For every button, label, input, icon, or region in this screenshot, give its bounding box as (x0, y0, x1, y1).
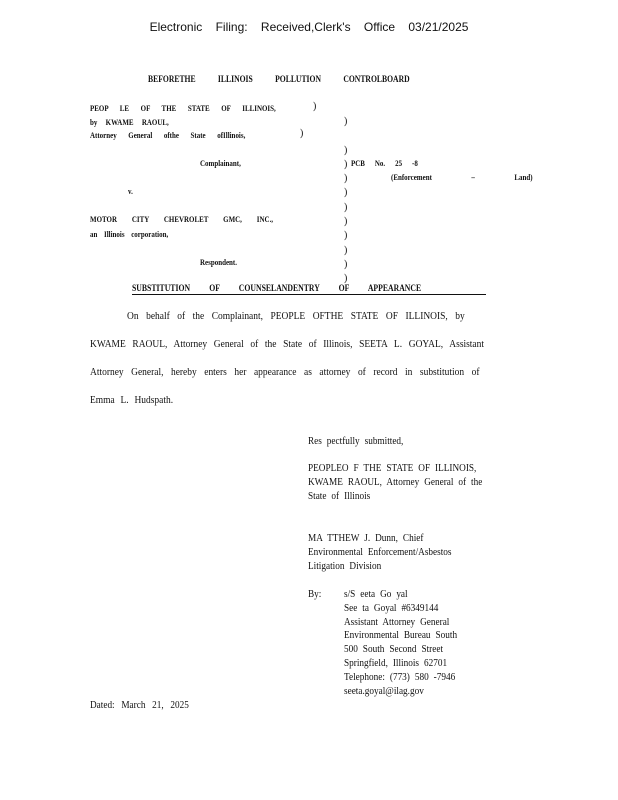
party-line: KWAME RAOUL, Attorney General of the (308, 477, 483, 488)
body-line-4: Emma L. Hudspath. (90, 394, 174, 406)
complainant-role: Complainant, (200, 158, 241, 168)
dated-line: Dated: March 21, 2025 (90, 700, 189, 711)
body-line-3: Attorney General, hereby enters her appearance as attorney of record in substitution of (90, 366, 480, 378)
attorney-title: Assistant Attorney General (344, 616, 450, 628)
party-line: State of Illinois (308, 491, 371, 502)
chief-line: Environmental Enforcement/Asbestos (308, 547, 452, 558)
document-title: SUBSTITUTION OF COUNSELANDENTRY OF APPEARANCE (132, 283, 422, 293)
caption-paren-column: ) ) ) ) ) ) ) ) ) ) ) (344, 116, 348, 285)
city-address: Springfield, Illinois 62701 (344, 657, 448, 669)
closing: Res pectfully submitted, (308, 436, 404, 447)
filing-stamp: Electronic Filing: Received,Clerk's Office 03/21/2025 (149, 20, 469, 34)
party-line: PEOPLEO F THE STATE OF ILLINOIS, (308, 463, 477, 474)
by-label: By: (308, 589, 322, 600)
complainant-line-2: by KWAME RAOUL, (90, 117, 169, 127)
respondent-role: Respondent. (200, 257, 237, 267)
party-block (308, 462, 482, 504)
board-name: BEFORETHE ILLINOIS POLLUTION CONTROLBOARD (148, 74, 410, 84)
complainant-line-3: Attorney General ofthe State ofIllinois, (90, 130, 246, 140)
body-line-2: KWAME RAOUL, Attorney General of the State of Illinois, SEETA L. GOYAL, Assistant (90, 338, 485, 350)
email: seeta.goyal@ilag.gov (344, 685, 424, 697)
caption-paren: ) (313, 101, 317, 112)
respondent-line-1: MOTOR CITY CHEVROLET GMC, INC., (90, 214, 274, 224)
case-number: PCB No. 25 -8 (351, 158, 418, 168)
telephone: Telephone: (773) 580 -7946 (344, 671, 456, 683)
case-type: (Enforcement – Land) (391, 172, 533, 182)
chief-line: Litigation Division (308, 561, 382, 572)
versus: v. (128, 186, 133, 196)
chief-block (308, 532, 452, 574)
attorney-block (344, 588, 457, 698)
title-underline (132, 294, 486, 295)
signature-line: s/S eeta Go yal (344, 589, 408, 600)
respondent-line-2: an Illinois corporation, (90, 229, 169, 239)
street-address: 500 South Second Street (344, 644, 444, 656)
chief-line: MA TTHEW J. Dunn, Chief (308, 533, 424, 544)
caption-paren: ) (300, 128, 304, 139)
attorney-name: See ta Goyal #6349144 (344, 602, 439, 614)
body-line-1: On behalf of the Complainant, PEOPLE OFTHE STATE OF ILLINOIS, by (127, 310, 465, 322)
complainant-line-1: PEOP LE OF THE STATE OF ILLINOIS, (90, 103, 276, 113)
bureau: Environmental Bureau South (344, 630, 458, 642)
